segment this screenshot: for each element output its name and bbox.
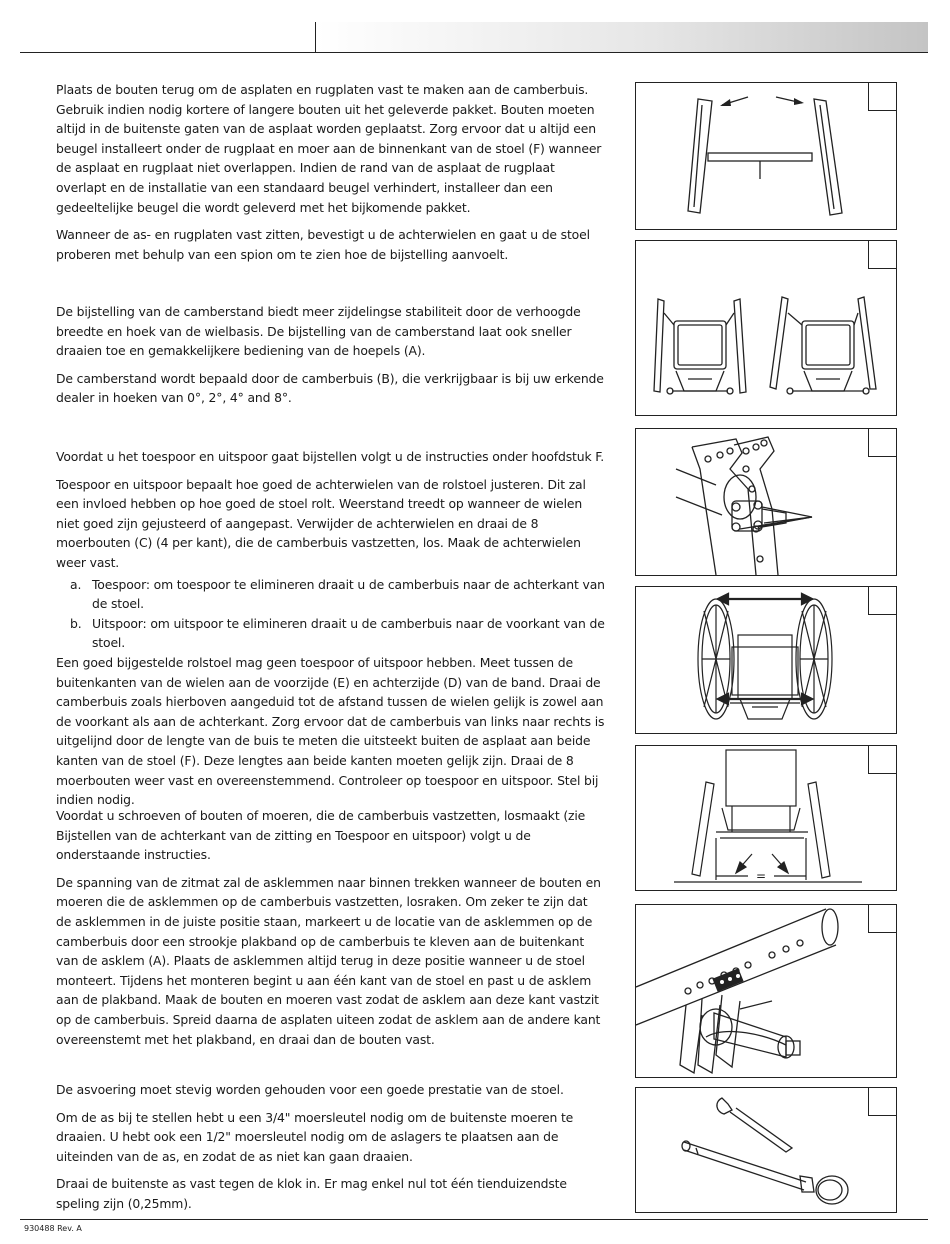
figure-camber-chairs	[635, 240, 897, 416]
paragraph: Om de as bij te stellen hebt u een 3/4" moersleutel nodig om de buitenste moeren te draaien. U hebt ook een 1/2" moersleutel nodig om de aslagers te plaatsen aan de uiteinden van de as, en zodat de as niet kan gaan draaien.	[56, 1109, 574, 1164]
header-gradient-bar	[316, 22, 928, 53]
paragraph: Toespoor en uitspoor bepaalt hoe goed de achterwielen van de rolstoel justeren. Dit zal een invloed hebben op hoe goed de stoel rolt. Weerstand treedt op wanneer de wielen niet goed zijn gejusteerd of aangepast. Verwijder de achterwielen en draai de 8 moerbouten (C) (4 per kant), die de camberbuis vastzetten, los. Maak de achterwielen weer vast.	[56, 476, 586, 570]
equal-sign-label: =	[755, 869, 767, 883]
paragraph: Draai de buitenste as vast tegen de klok in. Er mag enkel nul tot één tienduizendste speling zijn (0,25mm).	[56, 1176, 567, 1211]
list-item: b. Uitspoor: om uitspoor te elimineren draait u de camberbuis naar de voorkant van de stoel.	[70, 615, 605, 651]
section-toe-in-toe-out	[56, 447, 606, 818]
paragraph: Voordat u schroeven of bouten of moeren, die de camberbuis vastzetten, losmaakt (zie Bijstellen van de achterkant van de zitting en Toespoor en uitspoor) volgt u de onderstaande instructies.	[56, 808, 586, 863]
figure-wheel-alignment	[635, 586, 897, 734]
section-axle-adjustment	[56, 1080, 606, 1222]
list-item: a. Toespoor: om toespoor te elimineren draait u de camberbuis naar de achterkant van de stoel.	[70, 576, 605, 612]
footer-doc-number: 930488 Rev. A	[24, 1224, 82, 1233]
paragraph: De spanning van de zitmat zal de asklemmen naar binnen trekken wanneer de bouten en moeren die de asklemmen op de camberbuis vastzetten, losraken. Om zeker te zijn dat de asklemmen in de juiste positie staan, markeert u de locatie van de asklemmen op de camberbuis door een strookje plakband op de camberbuis te kleven aan de buitenkant van de asklem (A). Plaats de asklemmen altijd terug in deze positie wanneer u de stoel monteert. Tijdens het monteren begint u aan één kant van de stoel en past u de asklem aan de plakband. Maak de bouten en moeren vast zodat de asklem aan deze kant vastzit op de camberbuis. Spreid daarna de asplaten uiteen zodat de asklem aan de andere kant overeenstemt met het plakband, en draai dan de bouten vast.	[56, 874, 601, 1047]
section-axle-clamps	[56, 806, 606, 1057]
figure-wrench-axle	[635, 1087, 897, 1213]
paragraph: De bijstelling van de camberstand biedt meer zijdelingse stabiliteit door de verhoogde breedte en hoek van de wielbasis. De bijstelling van de camberstand laat ook sneller draaien toe en gemakkelijkere bediening van de hoepels (A).	[56, 304, 581, 359]
figure-back-plates	[635, 82, 897, 230]
paragraph: De camberstand wordt bepaald door de camberbuis (B), die verkrijgbaar is bij uw erkende dealer in hoeken van 0°, 2°, 4° and 8°.	[56, 370, 604, 406]
paragraph: Een goed bijgestelde rolstoel mag geen toespoor of uitspoor hebben. Meet tussen de buitenkanten van de wielen aan de voorzijde (E) en achterzijde (D) van de band. Draai de camberbuis zoals hierboven aangeduid tot de afstand tussen de wielen gelijk is zowel aan de voorkant als aan de achterkant. Zorg ervoor dat de camberbuis van links naar rechts is uitgelijnd door de lengte van de buis te meten die uitsteekt buiten de asplaat aan beide kanten van de stoel (F). Deze lengtes aan beide kanten moeten gelijk zijn. Draai de 8 moerbouten weer vast en overeenstemmend. Controleer op toespoor en uitspoor. Stel bij indien nodig.	[56, 654, 605, 808]
paragraph: De asvoering moet stevig worden gehouden voor een goede prestatie van de stoel.	[56, 1082, 564, 1097]
paragraph: Wanneer de as- en rugplaten vast zitten, bevestigt u de achterwielen en gaat u de stoel proberen met behulp van een spion om te zien hoe de bijstelling aanvoelt.	[56, 227, 590, 262]
footer-divider	[20, 1219, 928, 1220]
header-title-box	[20, 22, 315, 53]
paragraph: Plaats de bouten terug om de asplaten en rugplaten vast te maken aan de camberbuis. Gebruik indien nodig kortere of langere bouten uit het geleverde pakket. Bouten moeten altijd in de buitenste gaten van de asplaat worden geplaatst. Zorg ervoor dat u altijd een beugel installeert onder de rugplaat en moer aan de binnenkant van de stoel (F) wanneer de asplaat en rugplaat niet overlappen. Indien de rand van de asplaat de rugplaat overlapt en de installatie van een standaard beugel verhindert, installeer dan een gedeeltelijke beugel die wordt geleverd met het bijkomende pakket.	[56, 82, 602, 215]
instruction-list	[56, 575, 606, 653]
section-bolt-replacement	[56, 80, 606, 272]
figure-camber-tube-equal	[635, 745, 897, 891]
paragraph: Voordat u het toespoor en uitspoor gaat bijstellen volgt u de instructies onder hoofdstuk F.	[56, 449, 605, 464]
figure-axle-plate-bolts	[635, 428, 897, 576]
section-camber	[56, 302, 606, 416]
figure-axle-clamp-tube	[635, 904, 897, 1078]
